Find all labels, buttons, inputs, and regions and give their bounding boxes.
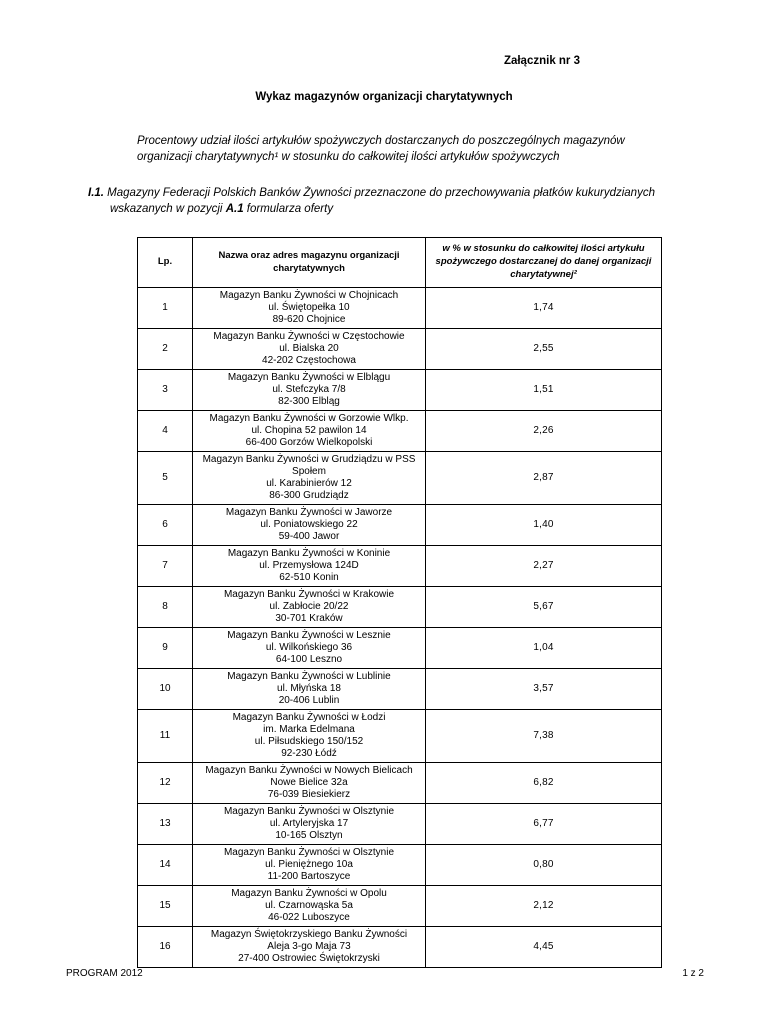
address-line: 76-039 Biesiekierz bbox=[267, 788, 351, 800]
table-row bbox=[138, 844, 662, 885]
warehouse-name-address bbox=[193, 545, 426, 586]
row-number: 8 bbox=[138, 586, 193, 627]
address-line: 82-300 Elbląg bbox=[278, 395, 340, 407]
address-line: Społem bbox=[292, 465, 326, 477]
address-line: ul. Młyńska 18 bbox=[277, 682, 341, 694]
address-line: 10-165 Olsztyn bbox=[275, 829, 343, 841]
address-line: 62-510 Konin bbox=[279, 571, 339, 583]
footer-page-number: 1 z 2 bbox=[682, 967, 704, 979]
address-line: Magazyn Banku Żywności w Grudziądzu w PSS bbox=[202, 453, 416, 465]
address-line: ul. Pieniężnego 10a bbox=[265, 858, 353, 870]
section-text: Magazyny Federacji Polskich Banków Żywności przeznaczone do przechowywania płatków kukurydzianych wskazanych w pozycji bbox=[103, 187, 655, 216]
address-line: Magazyn Banku Żywności w Koninie bbox=[227, 547, 391, 559]
percent-value: 1,40 bbox=[426, 504, 662, 545]
table-row bbox=[138, 451, 662, 504]
table-row bbox=[138, 885, 662, 926]
address-line: ul. Czarnowąska 5a bbox=[265, 899, 353, 911]
address-line: ul. Piłsudskiego 150/152 bbox=[254, 735, 364, 747]
address-line: 64-100 Leszno bbox=[275, 653, 343, 665]
address-line: Magazyn Banku Żywności w Łodzi bbox=[232, 711, 386, 723]
address-line: 92-230 Łódź bbox=[281, 747, 337, 759]
address-line: 30-701 Kraków bbox=[275, 612, 343, 624]
address-line: Magazyn Banku Żywności w Lesznie bbox=[227, 629, 391, 641]
address-line: Magazyn Banku Żywności w Elblągu bbox=[227, 371, 391, 383]
address-line: ul. Zabłocie 20/22 bbox=[269, 600, 349, 612]
address-line: Magazyn Banku Żywności w Jaworze bbox=[225, 506, 393, 518]
warehouse-name-address bbox=[193, 451, 426, 504]
table-row bbox=[138, 803, 662, 844]
percent-value: 2,27 bbox=[426, 545, 662, 586]
warehouse-name-address bbox=[193, 803, 426, 844]
address-line: Aleja 3-go Maja 73 bbox=[267, 940, 351, 952]
address-line: ul. Chopina 52 pawilon 14 bbox=[251, 424, 367, 436]
row-number: 14 bbox=[138, 844, 193, 885]
footer-program-label: PROGRAM 2012 bbox=[66, 967, 143, 979]
attachment-label: Załącznik nr 3 bbox=[503, 55, 580, 67]
address-line: Magazyn Banku Żywności w Lublinie bbox=[227, 670, 391, 682]
address-line: ul. Poniatowskiego 22 bbox=[260, 518, 358, 530]
address-line: ul. Bialska 20 bbox=[279, 342, 339, 354]
header-name-address: Nazwa oraz adres magazynu organizacji charytatywnych bbox=[193, 238, 426, 287]
section-number: I.1. bbox=[88, 187, 104, 200]
row-number: 15 bbox=[138, 885, 193, 926]
warehouse-name-address bbox=[193, 844, 426, 885]
warehouse-name-address bbox=[193, 504, 426, 545]
table-row bbox=[138, 762, 662, 803]
percent-value: 2,26 bbox=[426, 410, 662, 451]
section-tail: formularza oferty bbox=[243, 203, 334, 216]
row-number: 6 bbox=[138, 504, 193, 545]
section-heading bbox=[88, 185, 666, 217]
address-line: 42-202 Częstochowa bbox=[262, 354, 356, 366]
table-row bbox=[138, 668, 662, 709]
warehouse-name-address bbox=[193, 762, 426, 803]
table-row bbox=[138, 369, 662, 410]
row-number: 13 bbox=[138, 803, 193, 844]
address-line: 66-400 Gorzów Wielkopolski bbox=[245, 436, 373, 448]
table-row bbox=[138, 545, 662, 586]
row-number: 2 bbox=[138, 328, 193, 369]
address-line: ul. Przemysłowa 124D bbox=[259, 559, 359, 571]
address-line: Magazyn Banku Żywności w Chojnicach bbox=[219, 289, 399, 301]
percent-value: 2,55 bbox=[426, 328, 662, 369]
row-number: 9 bbox=[138, 627, 193, 668]
percent-value: 4,45 bbox=[426, 926, 662, 967]
row-number: 1 bbox=[138, 287, 193, 328]
row-number: 16 bbox=[138, 926, 193, 967]
address-line: Magazyn Banku Żywności w Olsztynie bbox=[223, 846, 395, 858]
address-line: 46-022 Luboszyce bbox=[268, 911, 350, 923]
warehouse-name-address bbox=[193, 926, 426, 967]
section-position-ref: A.1 bbox=[225, 203, 244, 216]
address-line: Magazyn Banku Żywności w Gorzowie Wlkp. bbox=[209, 412, 409, 424]
address-line: 59-400 Jawor bbox=[278, 530, 340, 542]
percent-value: 7,38 bbox=[426, 709, 662, 762]
address-line: Nowe Bielice 32a bbox=[270, 776, 348, 788]
address-line: Magazyn Banku Żywności w Krakowie bbox=[223, 588, 395, 600]
address-line: 89-620 Chojnice bbox=[272, 313, 346, 325]
row-number: 3 bbox=[138, 369, 193, 410]
address-line: Magazyn Banku Żywności w Częstochowie bbox=[213, 330, 405, 342]
intro-paragraph: Procentowy udział ilości artykułów spożywczych dostarczanych do poszczególnych magazynów organizacji charytatywnych¹ w stosunku do całkowitej ilości artykułów spożywczych bbox=[137, 135, 625, 164]
warehouse-name-address bbox=[193, 885, 426, 926]
table-row bbox=[138, 410, 662, 451]
address-line: ul. Karabinierów 12 bbox=[266, 477, 352, 489]
address-line: Magazyn Banku Żywności w Nowych Bielicach bbox=[205, 764, 413, 776]
address-line: Magazyn Świętokrzyskiego Banku Żywności bbox=[210, 928, 408, 940]
address-line: Magazyn Banku Żywności w Olsztynie bbox=[223, 805, 395, 817]
table-row bbox=[138, 926, 662, 967]
document-title: Wykaz magazynów organizacji charytatywnych bbox=[255, 91, 513, 103]
header-percentage: w % w stosunku do całkowitej ilości artykułu spożywczego dostarczanej do danej organizacji charytatywnej² bbox=[426, 238, 662, 287]
address-line: im. Marka Edelmana bbox=[263, 723, 355, 735]
address-line: ul. Świętopełka 10 bbox=[268, 301, 350, 313]
table-row bbox=[138, 328, 662, 369]
percent-value: 5,67 bbox=[426, 586, 662, 627]
header-lp: Lp. bbox=[138, 238, 193, 287]
percent-value: 1,04 bbox=[426, 627, 662, 668]
address-line: ul. Wilkońskiego 36 bbox=[265, 641, 353, 653]
warehouse-name-address bbox=[193, 586, 426, 627]
percent-value: 3,57 bbox=[426, 668, 662, 709]
row-number: 12 bbox=[138, 762, 193, 803]
percent-value: 6,77 bbox=[426, 803, 662, 844]
row-number: 5 bbox=[138, 451, 193, 504]
percent-value: 6,82 bbox=[426, 762, 662, 803]
warehouse-table-head bbox=[138, 238, 662, 287]
address-line: 11-200 Bartoszyce bbox=[267, 870, 351, 882]
percent-value: 2,12 bbox=[426, 885, 662, 926]
percent-value: 1,51 bbox=[426, 369, 662, 410]
address-line: ul. Stefczyka 7/8 bbox=[272, 383, 346, 395]
address-line: 27-400 Ostrowiec Świętokrzyski bbox=[238, 952, 380, 964]
warehouse-name-address bbox=[193, 369, 426, 410]
warehouse-name-address bbox=[193, 627, 426, 668]
warehouse-name-address bbox=[193, 410, 426, 451]
table-row bbox=[138, 586, 662, 627]
percent-value: 1,74 bbox=[426, 287, 662, 328]
warehouse-table-body bbox=[138, 287, 662, 967]
address-line: 86-300 Grudziądz bbox=[269, 489, 349, 501]
table-row bbox=[138, 627, 662, 668]
warehouse-name-address bbox=[193, 709, 426, 762]
percent-value: 2,87 bbox=[426, 451, 662, 504]
address-line: Magazyn Banku Żywności w Opolu bbox=[231, 887, 387, 899]
warehouse-name-address bbox=[193, 328, 426, 369]
table-row bbox=[138, 287, 662, 328]
warehouse-name-address bbox=[193, 668, 426, 709]
row-number: 11 bbox=[138, 709, 193, 762]
table-row bbox=[138, 504, 662, 545]
row-number: 10 bbox=[138, 668, 193, 709]
table-row bbox=[138, 709, 662, 762]
page-footer bbox=[0, 968, 768, 1019]
row-number: 7 bbox=[138, 545, 193, 586]
address-line: ul. Artyleryjska 17 bbox=[269, 817, 349, 829]
address-line: 20-406 Lublin bbox=[278, 694, 340, 706]
warehouse-table bbox=[137, 237, 662, 967]
percent-value: 0,80 bbox=[426, 844, 662, 885]
header-row bbox=[138, 238, 662, 287]
row-number: 4 bbox=[138, 410, 193, 451]
warehouse-name-address bbox=[193, 287, 426, 328]
